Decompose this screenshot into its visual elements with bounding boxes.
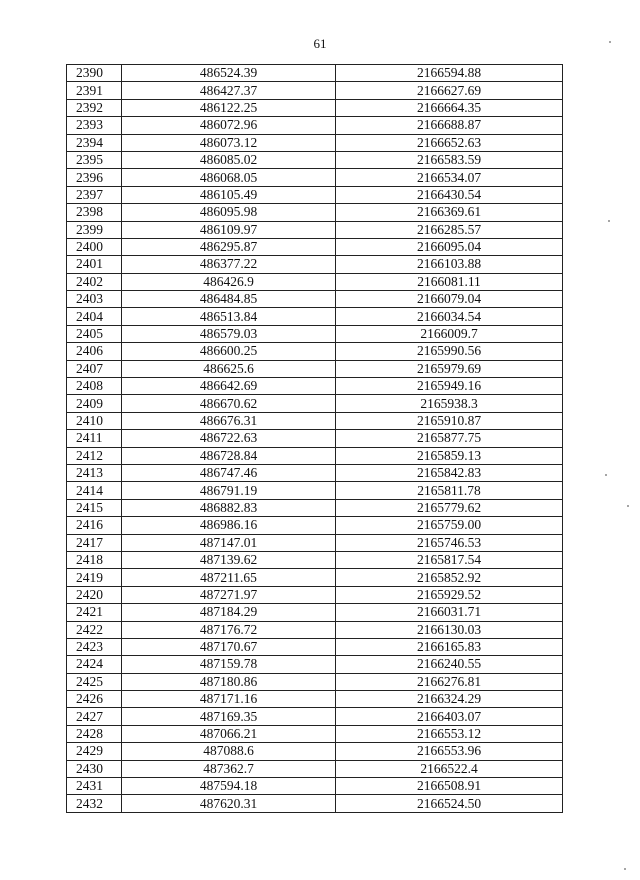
point-number-cell: 2417 xyxy=(67,534,122,551)
table-row xyxy=(67,308,563,325)
y-coordinate-cell: 2166103.88 xyxy=(336,256,563,273)
x-coordinate-cell: 487180.86 xyxy=(122,673,336,690)
table-row xyxy=(67,273,563,290)
y-coordinate-cell: 2166583.59 xyxy=(336,151,563,168)
table-row xyxy=(67,117,563,134)
y-coordinate-cell: 2166031.71 xyxy=(336,604,563,621)
x-coordinate-cell: 487211.65 xyxy=(122,569,336,586)
point-number-cell: 2410 xyxy=(67,412,122,429)
point-number-cell: 2414 xyxy=(67,482,122,499)
y-coordinate-cell: 2165811.78 xyxy=(336,482,563,499)
x-coordinate-cell: 487147.01 xyxy=(122,534,336,551)
x-coordinate-cell: 486579.03 xyxy=(122,325,336,342)
table-row xyxy=(67,325,563,342)
x-coordinate-cell: 486791.19 xyxy=(122,482,336,499)
y-coordinate-cell: 2166130.03 xyxy=(336,621,563,638)
x-coordinate-cell: 486676.31 xyxy=(122,412,336,429)
y-coordinate-cell: 2166553.12 xyxy=(336,725,563,742)
x-coordinate-cell: 487594.18 xyxy=(122,778,336,795)
y-coordinate-cell: 2166285.57 xyxy=(336,221,563,238)
y-coordinate-cell: 2166508.91 xyxy=(336,778,563,795)
table-row xyxy=(67,430,563,447)
x-coordinate-cell: 486068.05 xyxy=(122,169,336,186)
point-number-cell: 2420 xyxy=(67,586,122,603)
point-number-cell: 2429 xyxy=(67,743,122,760)
y-coordinate-cell: 2165979.69 xyxy=(336,360,563,377)
table-row xyxy=(67,569,563,586)
table-row xyxy=(67,708,563,725)
table-row xyxy=(67,238,563,255)
y-coordinate-cell: 2165949.16 xyxy=(336,378,563,395)
scan-speck xyxy=(624,868,626,870)
x-coordinate-cell: 486600.25 xyxy=(122,343,336,360)
point-number-cell: 2407 xyxy=(67,360,122,377)
y-coordinate-cell: 2166369.61 xyxy=(336,204,563,221)
table-row xyxy=(67,378,563,395)
y-coordinate-cell: 2166553.96 xyxy=(336,743,563,760)
point-number-cell: 2391 xyxy=(67,82,122,99)
point-number-cell: 2401 xyxy=(67,256,122,273)
y-coordinate-cell: 2165842.83 xyxy=(336,464,563,481)
table-row xyxy=(67,360,563,377)
table-row xyxy=(67,412,563,429)
y-coordinate-cell: 2165779.62 xyxy=(336,499,563,516)
point-number-cell: 2406 xyxy=(67,343,122,360)
y-coordinate-cell: 2166524.50 xyxy=(336,795,563,812)
table-row xyxy=(67,482,563,499)
x-coordinate-cell: 486986.16 xyxy=(122,517,336,534)
table-row xyxy=(67,604,563,621)
x-coordinate-cell: 486427.37 xyxy=(122,82,336,99)
y-coordinate-cell: 2166688.87 xyxy=(336,117,563,134)
table-row xyxy=(67,291,563,308)
x-coordinate-cell: 487066.21 xyxy=(122,725,336,742)
point-number-cell: 2425 xyxy=(67,673,122,690)
point-number-cell: 2421 xyxy=(67,604,122,621)
y-coordinate-cell: 2166627.69 xyxy=(336,82,563,99)
y-coordinate-cell: 2166522.4 xyxy=(336,760,563,777)
y-coordinate-cell: 2165938.3 xyxy=(336,395,563,412)
x-coordinate-cell: 486484.85 xyxy=(122,291,336,308)
scan-speck xyxy=(609,41,611,43)
y-coordinate-cell: 2166403.07 xyxy=(336,708,563,725)
page-number: 61 xyxy=(313,36,327,51)
y-coordinate-cell: 2165817.54 xyxy=(336,551,563,568)
y-coordinate-cell: 2166594.88 xyxy=(336,65,563,82)
y-coordinate-cell: 2166081.11 xyxy=(336,273,563,290)
y-coordinate-cell: 2166165.83 xyxy=(336,638,563,655)
x-coordinate-cell: 486295.87 xyxy=(122,238,336,255)
y-coordinate-cell: 2165759.00 xyxy=(336,517,563,534)
y-coordinate-cell: 2166079.04 xyxy=(336,291,563,308)
table-row xyxy=(67,204,563,221)
table-row xyxy=(67,65,563,82)
table-row xyxy=(67,638,563,655)
point-number-cell: 2418 xyxy=(67,551,122,568)
y-coordinate-cell: 2165859.13 xyxy=(336,447,563,464)
point-number-cell: 2411 xyxy=(67,430,122,447)
scan-speck xyxy=(608,220,610,222)
point-number-cell: 2415 xyxy=(67,499,122,516)
table-row xyxy=(67,778,563,795)
x-coordinate-cell: 486095.98 xyxy=(122,204,336,221)
point-number-cell: 2396 xyxy=(67,169,122,186)
x-coordinate-cell: 486072.96 xyxy=(122,117,336,134)
y-coordinate-cell: 2166430.54 xyxy=(336,186,563,203)
point-number-cell: 2394 xyxy=(67,134,122,151)
scan-speck xyxy=(605,474,607,476)
x-coordinate-cell: 487184.29 xyxy=(122,604,336,621)
point-number-cell: 2412 xyxy=(67,447,122,464)
x-coordinate-cell: 487159.78 xyxy=(122,656,336,673)
y-coordinate-cell: 2165929.52 xyxy=(336,586,563,603)
y-coordinate-cell: 2165990.56 xyxy=(336,343,563,360)
point-number-cell: 2397 xyxy=(67,186,122,203)
table-row xyxy=(67,151,563,168)
table-row xyxy=(67,395,563,412)
x-coordinate-cell: 486073.12 xyxy=(122,134,336,151)
y-coordinate-cell: 2165910.87 xyxy=(336,412,563,429)
point-number-cell: 2422 xyxy=(67,621,122,638)
y-coordinate-cell: 2166095.04 xyxy=(336,238,563,255)
x-coordinate-cell: 486642.69 xyxy=(122,378,336,395)
table-row xyxy=(67,760,563,777)
x-coordinate-cell: 486882.83 xyxy=(122,499,336,516)
x-coordinate-cell: 487620.31 xyxy=(122,795,336,812)
point-number-cell: 2400 xyxy=(67,238,122,255)
point-number-cell: 2427 xyxy=(67,708,122,725)
y-coordinate-cell: 2166034.54 xyxy=(336,308,563,325)
point-number-cell: 2430 xyxy=(67,760,122,777)
y-coordinate-cell: 2166652.63 xyxy=(336,134,563,151)
table-row xyxy=(67,99,563,116)
table-row xyxy=(67,517,563,534)
x-coordinate-cell: 486377.22 xyxy=(122,256,336,273)
y-coordinate-cell: 2166664.35 xyxy=(336,99,563,116)
table-row xyxy=(67,169,563,186)
table-row xyxy=(67,221,563,238)
point-number-cell: 2398 xyxy=(67,204,122,221)
x-coordinate-cell: 487362.7 xyxy=(122,760,336,777)
x-coordinate-cell: 486109.97 xyxy=(122,221,336,238)
x-coordinate-cell: 487088.6 xyxy=(122,743,336,760)
y-coordinate-cell: 2166324.29 xyxy=(336,691,563,708)
point-number-cell: 2428 xyxy=(67,725,122,742)
point-number-cell: 2408 xyxy=(67,378,122,395)
y-coordinate-cell: 2166276.81 xyxy=(336,673,563,690)
point-number-cell: 2395 xyxy=(67,151,122,168)
point-number-cell: 2405 xyxy=(67,325,122,342)
x-coordinate-cell: 486085.02 xyxy=(122,151,336,168)
x-coordinate-cell: 486122.25 xyxy=(122,99,336,116)
coordinates-table-body xyxy=(67,65,563,813)
y-coordinate-cell: 2165877.75 xyxy=(336,430,563,447)
table-row xyxy=(67,725,563,742)
table-row xyxy=(67,534,563,551)
x-coordinate-cell: 487176.72 xyxy=(122,621,336,638)
table-row xyxy=(67,82,563,99)
x-coordinate-cell: 486524.39 xyxy=(122,65,336,82)
point-number-cell: 2423 xyxy=(67,638,122,655)
x-coordinate-cell: 486426.9 xyxy=(122,273,336,290)
x-coordinate-cell: 487171.16 xyxy=(122,691,336,708)
x-coordinate-cell: 486728.84 xyxy=(122,447,336,464)
table-row xyxy=(67,464,563,481)
point-number-cell: 2416 xyxy=(67,517,122,534)
point-number-cell: 2424 xyxy=(67,656,122,673)
point-number-cell: 2431 xyxy=(67,778,122,795)
table-row xyxy=(67,551,563,568)
y-coordinate-cell: 2165852.92 xyxy=(336,569,563,586)
table-row xyxy=(67,134,563,151)
point-number-cell: 2399 xyxy=(67,221,122,238)
y-coordinate-cell: 2166240.55 xyxy=(336,656,563,673)
point-number-cell: 2404 xyxy=(67,308,122,325)
x-coordinate-cell: 486105.49 xyxy=(122,186,336,203)
x-coordinate-cell: 487139.62 xyxy=(122,551,336,568)
table-row xyxy=(67,499,563,516)
table-row xyxy=(67,743,563,760)
x-coordinate-cell: 486625.6 xyxy=(122,360,336,377)
coordinates-table xyxy=(66,64,563,813)
table-row xyxy=(67,691,563,708)
table-row xyxy=(67,621,563,638)
point-number-cell: 2390 xyxy=(67,65,122,82)
y-coordinate-cell: 2165746.53 xyxy=(336,534,563,551)
y-coordinate-cell: 2166009.7 xyxy=(336,325,563,342)
x-coordinate-cell: 487170.67 xyxy=(122,638,336,655)
point-number-cell: 2419 xyxy=(67,569,122,586)
x-coordinate-cell: 487271.97 xyxy=(122,586,336,603)
point-number-cell: 2432 xyxy=(67,795,122,812)
table-row xyxy=(67,586,563,603)
point-number-cell: 2393 xyxy=(67,117,122,134)
table-row xyxy=(67,256,563,273)
table-row xyxy=(67,186,563,203)
x-coordinate-cell: 486670.62 xyxy=(122,395,336,412)
x-coordinate-cell: 486722.63 xyxy=(122,430,336,447)
table-row xyxy=(67,447,563,464)
point-number-cell: 2403 xyxy=(67,291,122,308)
point-number-cell: 2392 xyxy=(67,99,122,116)
y-coordinate-cell: 2166534.07 xyxy=(336,169,563,186)
scan-speck xyxy=(627,505,629,507)
table-row xyxy=(67,673,563,690)
x-coordinate-cell: 487169.35 xyxy=(122,708,336,725)
x-coordinate-cell: 486747.46 xyxy=(122,464,336,481)
table-row xyxy=(67,343,563,360)
point-number-cell: 2409 xyxy=(67,395,122,412)
point-number-cell: 2402 xyxy=(67,273,122,290)
table-row xyxy=(67,656,563,673)
table-row xyxy=(67,795,563,812)
point-number-cell: 2413 xyxy=(67,464,122,481)
x-coordinate-cell: 486513.84 xyxy=(122,308,336,325)
point-number-cell: 2426 xyxy=(67,691,122,708)
